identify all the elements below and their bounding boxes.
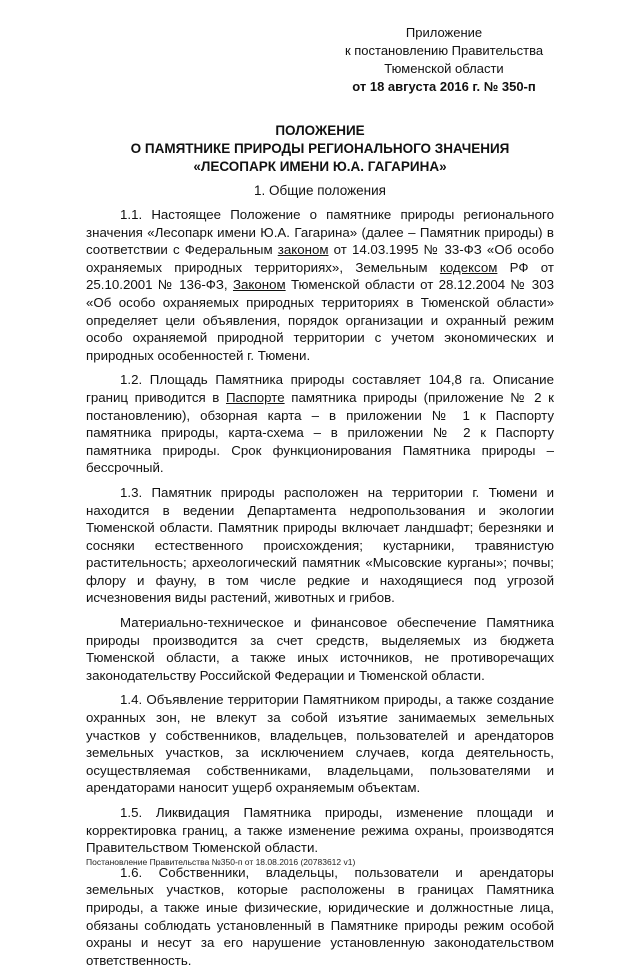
paragraph-1-4: 1.4. Объявление территории Памятником природы, а также создание охранных зон, не влекут за собой изъятие занимаемых земельных участков у собственников, владельцев, пользователей и арендаторов земельных участков, за исключением случаев, когда деятельность, осуществляемая собственниками, владельцами, пользователями и арендаторами наносит ущерб охраняемым объектам. bbox=[86, 692, 554, 796]
header-line-resolution: к постановлению Правительства bbox=[344, 43, 544, 58]
paragraph-text: 1.2. Площадь Памятника природы составляет 104,8 га. Описание границ приводится в bbox=[86, 372, 554, 405]
paragraph-text: РФ от 25.10.2001 № 136-ФЗ, bbox=[86, 259, 554, 293]
paragraph-1-2 bbox=[86, 371, 554, 477]
document-footer: Постановление Правительства №350-п от 18.08.2016 (20783612 v1) bbox=[86, 857, 356, 867]
paragraph-text: Тюменской области от 28.12.2004 № 303 «Об особо охраняемых природных территориях в Тюменской области» определяет цели объявления, порядок организации и охранный режим особо охраняемой природной территории с учетом экономических и природных особенностей г. Тюмени. bbox=[86, 277, 554, 363]
title-line-1: ПОЛОЖЕНИЕ bbox=[275, 123, 365, 138]
paragraph-1-6: 1.6. Собственники, владельцы, пользователи и арендаторы земельных участков, которые расположены в границах Памятника природы, а также иные физические, юридические и должностные лица, обязаны соблюдать установленный в Памятнике природы режим особой охраны и несут за его нарушение установленную законодательством ответственность. bbox=[86, 864, 554, 968]
document-title bbox=[86, 122, 554, 176]
title-line-3: «ЛЕСОПАРК ИМЕНИ Ю.А. ГАГАРИНА» bbox=[193, 159, 447, 174]
regional-law-link[interactable]: Законом bbox=[232, 277, 286, 293]
title-line-2: О ПАМЯТНИКЕ ПРИРОДЫ РЕГИОНАЛЬНОГО ЗНАЧЕНИЯ bbox=[130, 141, 510, 156]
header-line-date: от 18 августа 2016 г. № 350-п bbox=[352, 79, 536, 94]
paragraph-1-5: 1.5. Ликвидация Памятника природы, изменение площади и корректировка границ, а также изменение режима охраны, производятся Правительством Тюменской области. bbox=[86, 805, 554, 856]
section-heading: 1. Общие положения bbox=[254, 183, 386, 198]
paragraph-text: памятника природы (приложение № 2 к постановлению), обзорная карта – в приложении № 1 к Паспорту памятника природы, карта-схема – в приложении № 2 к Паспорту памятника природы. Срок функционирования Памятника природы – бессрочный. bbox=[86, 389, 554, 476]
paragraph-funding: Материально-техническое и финансовое обеспечение Памятника природы производится за счет средств, выделяемых из бюджета Тюменской области, а также иных источников, не противоречащих законодательству Российской Федерации и Тюменской области. bbox=[86, 615, 554, 683]
federal-law-link[interactable]: законом bbox=[277, 242, 329, 258]
paragraph-1-1 bbox=[86, 206, 554, 364]
paragraph-text: от 14.03.1995 № 33-ФЗ «Об особо охраняемых природных территориях», Земельным bbox=[86, 242, 555, 275]
paragraph-1-3: 1.3. Памятник природы расположен на территории г. Тюмени и находится в ведении Департамента недропользования и экологии Тюменской области. Памятник природы включает ландшафт; березняки и сосняки естественного происхождения; кустарники, травянистую растительность; археологический памятник «Мысовские курганы»; почвы; флору и фауну, в том числе редкие и находящиеся под угрозой исчезновения виды растений, животных и грибов. bbox=[86, 484, 554, 606]
approval-header bbox=[324, 24, 564, 96]
header-line-appendix: Приложение bbox=[405, 25, 483, 40]
land-code-link[interactable]: кодексом bbox=[439, 259, 498, 275]
header-line-region: Тюменской области bbox=[384, 61, 504, 76]
passport-link[interactable]: Паспорте bbox=[225, 389, 285, 405]
paragraph-text: 1.1. Настоящее Положение о памятнике природы регионального значения «Лесопарк имени Ю.А. Гагарина» (далее – Памятник природы) в соответствии с Федеральным bbox=[86, 207, 554, 258]
